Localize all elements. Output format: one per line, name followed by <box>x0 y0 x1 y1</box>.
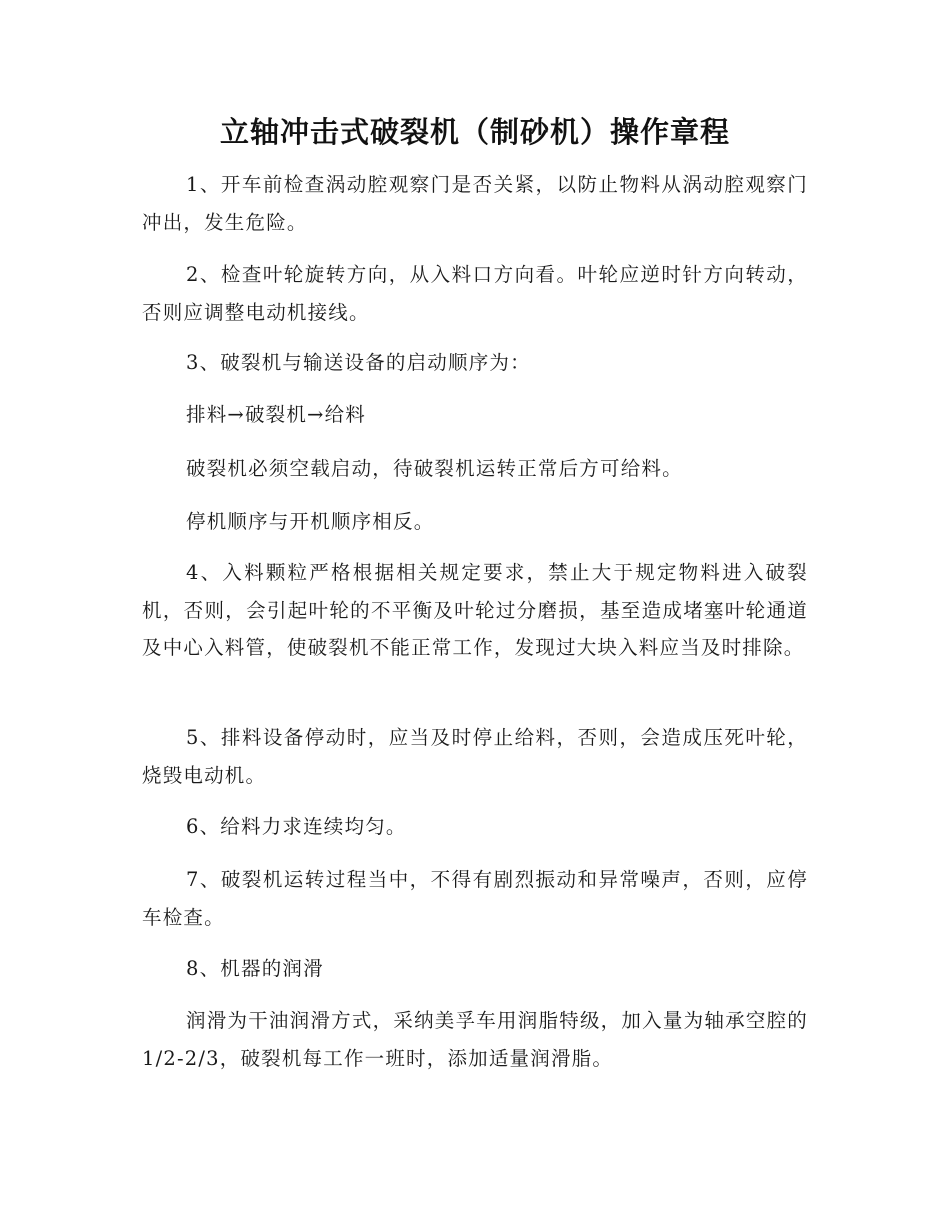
paragraph-7-vibration: 7、破裂机运转过程当中，不得有剧烈振动和异常噪声，否则，应停车检查。 <box>142 868 808 929</box>
paragraph-1-check-door: 1、开车前检查涡动腔观察门是否关紧，以防止物料从涡动腔观察门冲出，发生危险。 <box>142 173 808 234</box>
paragraph-no-load-start: 破裂机必须空载启动，待破裂机运转正常后方可给料。 <box>186 457 683 480</box>
paragraph-stop-order: 停机顺序与开机顺序相反。 <box>186 510 435 533</box>
paragraph-lubrication-detail: 润滑为干油润滑方式，采纳美孚车用润脂特级，加入量为轴承空腔的1/2-2/3，破裂机每工作一班时，添加适量润滑脂。 <box>142 1009 808 1070</box>
paragraph-3-startup-order: 3、破裂机与输送设备的启动顺序为： <box>186 351 531 374</box>
paragraph-5-discharge-stop: 5、排料设备停动时，应当及时停止给料，否则，会造成压死叶轮，烧毁电动机。 <box>142 726 808 787</box>
paragraph-2-impeller-direction: 2、检查叶轮旋转方向，从入料口方向看。叶轮应逆时针方向转动，否则应调整电动机接线。 <box>142 263 808 324</box>
paragraph-8-lubrication: 8、机器的润滑 <box>186 957 324 980</box>
paragraph-startup-sequence: 排料→破裂机→给料 <box>186 403 366 426</box>
paragraph-4-feed-size: 4、入料颗粒严格根据相关规定要求，禁止大于规定物料进入破裂机，否则，会引起叶轮的不平衡及叶轮过分磨损，基至造成堵塞叶轮通道及中心入料管，使破裂机不能正常工作，发现过大块入料应当及时排除。 <box>142 561 808 659</box>
paragraph-6-feed-uniform: 6、给料力求连续均匀。 <box>186 815 407 838</box>
document-title: 立轴冲击式破裂机（制砂机）操作章程 <box>219 115 730 149</box>
